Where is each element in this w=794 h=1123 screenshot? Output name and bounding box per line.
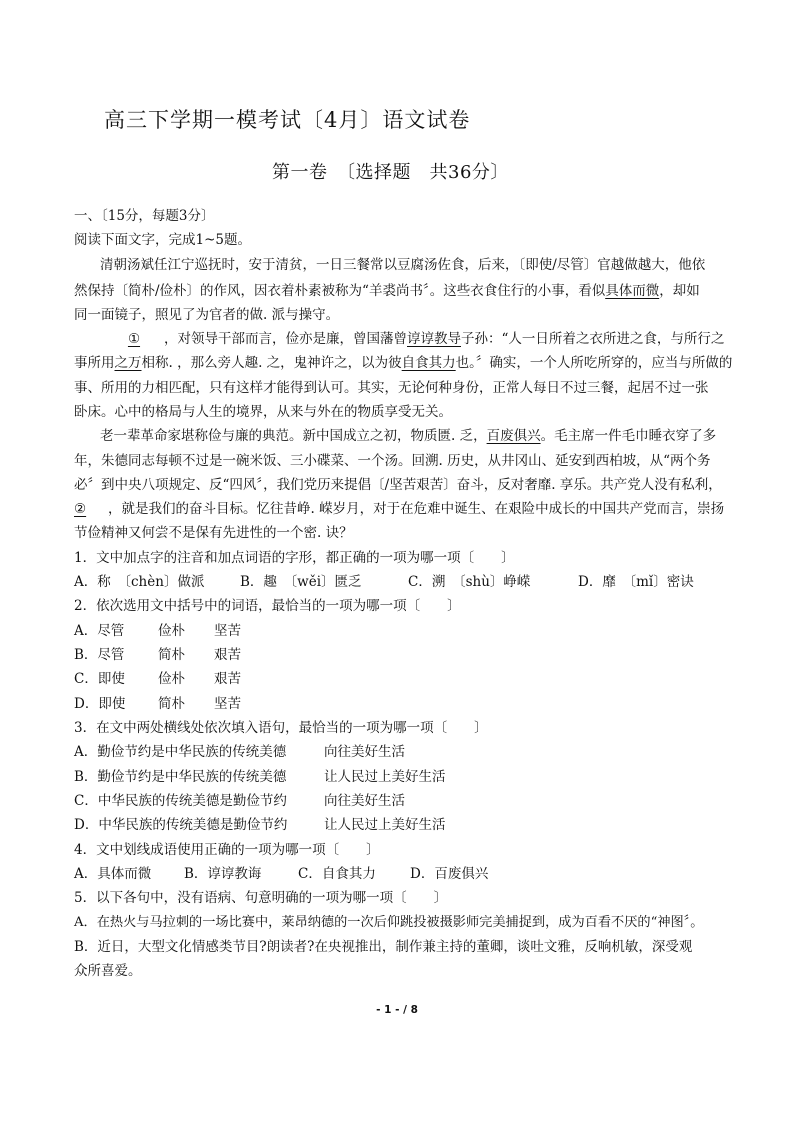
question-1-stem: 1．文中加点字的注音和加点词语的字形，都正确的一项为哪一项〔 〕	[74, 550, 515, 566]
passage-p3-line3: 必〞到中央八项规定、反“四风〞，我们党历来提倡〔/坚苦艰苦〕奋斗，反对奢靡. 享乐。共产党人没有私利，	[74, 477, 722, 493]
question-5-option-b-line1: B．近日，大型文化情感类节目?朗读者?在央视推出，制作兼主持的董卿，谈吐文雅，反响机敏，深受观	[74, 939, 693, 955]
passage-p3-line1: 老一辈革命家堪称俭与廉的典范。新中国成立之初，物质匮. 乏，百废俱兴。毛主席一件毛巾睡衣穿了多	[100, 428, 717, 444]
reading-instruction: 阅读下面文字，完成1~5题。	[74, 232, 251, 248]
blank-1: ①	[127, 331, 141, 347]
underlined-idiom: 百废俱兴	[486, 428, 541, 444]
question-4-option-a: A．具体而微	[74, 866, 152, 882]
question-2-option-d: D．即使 简朴 坚苦	[74, 696, 241, 712]
passage-p2-line2: 事所用之万相称. ，那么旁人趣. 之，鬼神许之，以为彼自食其力也。〞确实，一个人所吃所穿的，应当与所做的	[74, 355, 733, 371]
passage-p1-line3: 同一面镜子，照见了为官者的做. 派与操守。	[74, 307, 340, 323]
question-1-option-c: C．溯 〔shù〕峥嵘	[408, 574, 531, 590]
passage-p3-line5: 节俭精神又何尝不是保有先进性的一个密. 诀？	[74, 525, 353, 541]
underlined-idiom: 自食其力	[401, 355, 456, 371]
question-2-option-c: C．即使 俭朴 艰苦	[74, 671, 241, 687]
question-4-option-c: C．自食其力	[298, 866, 376, 882]
passage-p3-line2: 年，朱德同志每顿不过是一碗米饭、三小碟菜、一个汤。回溯. 历史，从井冈山、延安到西柏坡，从“两个务	[74, 453, 711, 469]
question-2-stem: 2．依次选用文中括号中的词语，最恰当的一项为哪一项〔 〕	[74, 598, 461, 614]
section-subtitle: 第一卷 〔选择题 共36分〕	[272, 162, 509, 183]
passage-p1-line2: 然保持〔简朴/俭朴〕的作风，因衣着朴素被称为“羊裘尚书〞。这些衣食住行的小事，看似具体而微，却如	[74, 283, 700, 299]
question-4-option-b: B．谆谆教诲	[184, 866, 262, 882]
question-4-stem: 4．文中划线成语使用正确的一项为哪一项〔 〕	[74, 842, 380, 858]
question-4-option-d: D．百废俱兴	[410, 866, 489, 882]
question-3-option-a: A．勤俭节约是中华民族的传统美德 向往美好生活	[74, 744, 405, 760]
question-3-option-d: D．中华民族的传统美德是勤俭节约 让人民过上美好生活	[74, 817, 446, 833]
question-5-stem: 5．以下各句中，没有语病、句意明确的一项为哪一项〔 〕	[74, 890, 448, 906]
page-number: - 1 - / 8	[376, 1004, 418, 1016]
passage-p3-line4: ② ，就是我们的奋斗目标。忆往昔峥. 嵘岁月，对于在危难中诞生、在艰险中成长的中国共产党而言，崇扬	[74, 497, 724, 521]
question-3-stem: 3．在文中两处横线处依次填入语句，最恰当的一项为哪一项〔 〕	[74, 720, 488, 736]
passage-p2-line4: 卧床。心中的格局与人生的境界，从来与外在的物质享受无关。	[74, 404, 452, 420]
question-5-option-a: A．在热火与马拉刺的一场比赛中，莱昂纳德的一次后仰跳投被摄影师完美捕捉到，成为百看不厌的“神图〞。	[74, 915, 704, 930]
question-5-option-b-line2: 众所喜爱。	[74, 963, 142, 979]
question-3-option-c: C．中华民族的传统美德是勤俭节约 向往美好生活	[74, 793, 405, 809]
question-1-option-a: A．称 〔chèn〕做派	[74, 574, 205, 590]
question-1-option-b: B．趣 〔wěi〕匮乏	[240, 574, 362, 590]
underlined-idiom: 具体而微	[605, 283, 660, 299]
passage-p1-line1: 清朝汤斌任江宁巡抚时，安于清贫，一日三餐常以豆腐汤佐食，后来，〔即使/尽管〕官越做越大，他依	[100, 257, 706, 273]
passage-p2-line1: ① ，对领导干部而言，俭亦是廉，曾国藩曾谆谆教导子孙：“人一日所着之衣所进之食，与所行之	[104, 327, 724, 351]
blank-2: ②	[74, 501, 87, 517]
question-3-option-b: B．勤俭节约是中华民族的传统美德 让人民过上美好生活	[74, 769, 446, 785]
question-1-option-d: D．靡 〔mǐ〕密诀	[578, 574, 694, 590]
question-2-option-a: A．尽管 俭朴 坚苦	[74, 623, 241, 639]
passage-p2-line3: 事、所用的力相匹配，只有这样才能得到认可。其实，无论何种身份，正常人每日不过三餐，起居不过一张	[74, 380, 709, 396]
exam-title: 高三下学期一模考试〔4月〕语文试卷	[104, 108, 471, 132]
section-header: 一、〔15分，每题3分〕	[74, 208, 215, 224]
underlined-idiom: 谆谆教导	[407, 331, 461, 347]
question-2-option-b: B．尽管 简朴 艰苦	[74, 647, 241, 663]
